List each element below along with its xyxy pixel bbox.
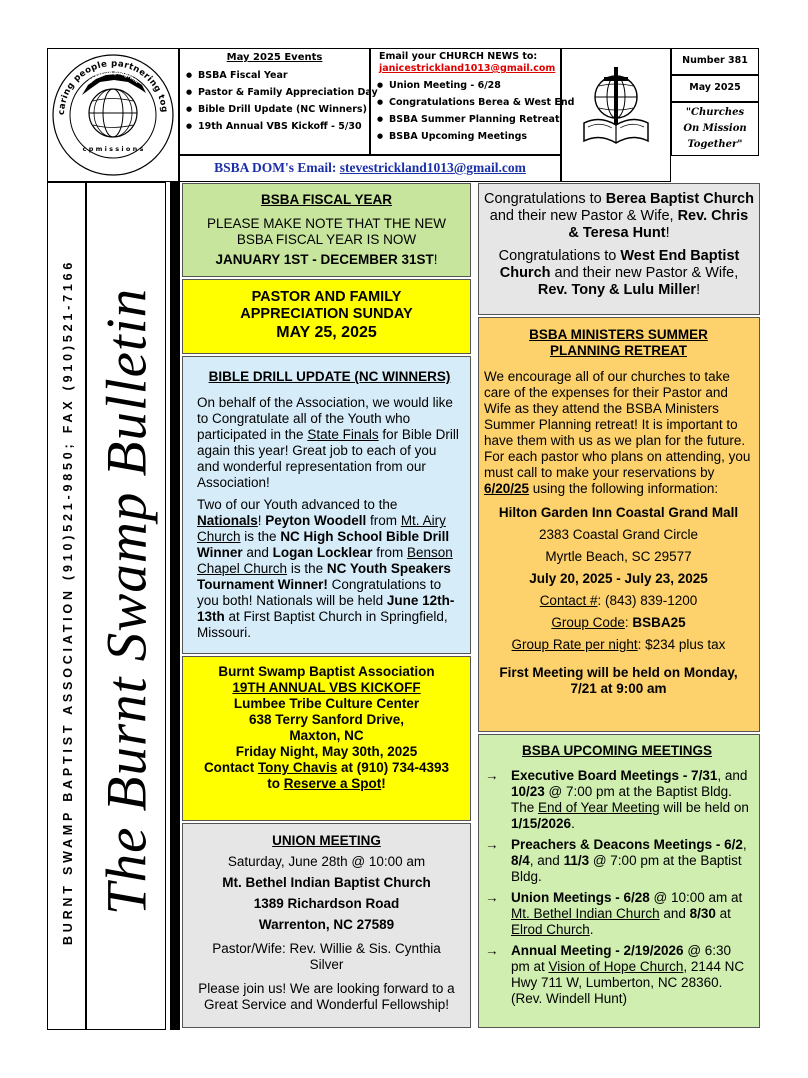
motto-box [671,102,759,156]
bible-drill-text: from [372,545,407,560]
arrow-right-icon: → [485,943,499,958]
pastor-date: MAY 25, 2025 [276,324,377,341]
meeting-text: , 2144 NC Hwy 711 W, Lumberton, NC 28360. (Rev. Windell Hunt) [511,959,745,1006]
meeting-name: Annual Meeting [511,943,612,958]
dom-email-box [179,155,561,182]
congrats-text: and their new Pastor & Wife, [489,208,678,224]
meeting-text: and [659,906,690,921]
news-heading: Email your CHURCH NEWS to: [379,51,538,62]
group-sep: : [624,615,633,630]
contact-value: : (843) 839-1200 [597,593,698,608]
logo-ring-text: caring people partnering tog [56,58,170,116]
bible-drill-text: ! [257,513,266,528]
meeting-text: , and [717,768,748,783]
issue-month-box [671,75,759,102]
meeting-text: @ 7:00 pm at the Baptist Bldg. The [511,784,732,815]
nationals-link[interactable]: Nationals [197,513,258,528]
pastor-appreciation-panel [182,279,471,354]
fiscal-dates: JANUARY 1ST - DECEMBER 31ST [215,252,434,267]
vbs-contact-text: at (910) 734-4393 to [267,760,450,791]
vbs-line: 638 Terry Sanford Drive, [248,712,405,727]
meeting-text: . [571,816,575,831]
logo-bottom-text: c p m i s s i o n s [82,145,144,153]
congrats-text: Congratulations to [498,248,621,264]
list-item [481,768,753,832]
congratulations-panel [478,183,760,315]
list-item [481,943,753,1007]
retreat-text: using the following information: [529,481,719,496]
svg-text:caring people partnering toget [48,49,169,115]
church-link[interactable]: Mt. Airy Church [197,513,446,544]
fiscal-bang: ! [433,252,438,267]
meeting-name: Executive Board Meetings [511,768,680,783]
vbs-line: Friday Night, May 30th, 2025 [235,744,418,759]
list-item: ● Congratulations Berea & West End [371,94,560,111]
events-title: May 2025 Events [226,52,323,63]
bible-drill-text: is the [287,561,327,576]
meeting-date: - 2/19/2026 [611,943,684,958]
bible-drill-text: for Bible Drill again this year! Great job to each of you and wonderful representation from our Association! [197,427,459,490]
award-text: NC High School Bible Drill Winner [197,529,450,560]
logo-box [47,48,179,182]
list-item: ● Union Meeting - 6/28 [371,77,560,94]
arrow-right-icon: → [485,768,499,783]
bulletin-title: The Burnt Swamp Bulletin [95,287,159,916]
church-link[interactable]: Elrod Church [511,922,590,937]
union-meeting-panel [182,823,471,1028]
list-item [481,837,753,885]
fiscal-text: PLEASE MAKE NOTE THAT THE NEW BSBA FISCAL YEAR IS NOW [206,216,447,247]
logo-inner-text: the cooperative program [75,69,140,102]
nationals-dates: June 12th-13th [197,593,455,624]
vbs-line: 19TH ANNUAL VBS KICKOFF [232,680,421,695]
meeting-name: Union Meetings [511,890,612,905]
list-item: ● BSBA Fiscal Year [180,67,369,84]
church-name: West End Baptist Church [499,248,740,281]
meeting-date: 8/30 [689,906,716,921]
association-contact: BURNT SWAMP BAPTIST ASSOCIATION (910)521-9850; FAX (910)521-7166 [61,258,75,946]
rate-label: Group Rate per night [511,637,638,652]
arrow-right-icon: → [485,890,499,905]
meeting-name: Preachers & Deacons Meetings [511,837,713,852]
vbs-line: Lumbee Tribe Culture Center [233,696,420,711]
list-item: ● BSBA Upcoming Meetings [371,128,560,145]
congrats-bang: ! [665,225,670,241]
contact-link[interactable]: Tony Chavis [257,760,338,775]
news-list [371,77,575,145]
arrow-right-icon: → [485,837,499,852]
dom-email-link[interactable]: stevestrickland1013@gmail.com [339,160,526,175]
church-link[interactable]: Benson Chapel Church [197,545,453,576]
congrats-text: and their new Pastor & Wife, [550,265,739,281]
union-city: Warrenton, NC 27589 [258,917,395,932]
first-meeting: First Meeting will be held on Monday, 7/21 at 9:00 am [499,665,738,696]
hotel-city: Myrtle Beach, SC 29577 [545,549,692,564]
rate-value: : $234 plus tax [637,637,726,652]
news-box [370,48,575,155]
list-item: ● BSBA Summer Planning Retreat [371,111,560,128]
motto-line: On Mission [683,123,747,134]
list-item: ● 19th Annual VBS Kickoff - 5/30 [180,118,369,135]
meeting-date: - 6/2 [712,837,743,852]
meeting-text: @ 6:30 pm at [511,943,732,974]
bible-drill-text: is the [240,529,281,544]
meeting-date: - 7/31 [679,768,718,783]
bible-drill-text: Two of our Youth advanced to the [197,497,398,512]
association-strip [47,182,86,1030]
list-item [481,890,753,938]
pastor-names: Rev. Chris & Teresa Hunt [568,208,749,241]
pastor-line2: APPRECIATION SUNDAY [240,306,413,322]
issue-number-box [671,48,759,75]
meeting-date: 1/15/2026 [511,816,572,831]
motto-line: "Churches [685,107,745,118]
union-church: Mt. Bethel Indian Baptist Church [222,875,431,890]
award-text: NC Youth Speakers Tournament Winner! [197,561,451,592]
bible-drill-text: Congratulations to you both! Nationals will be held [197,577,442,608]
news-email-link[interactable]: janicestrickland1013@gmail.com [379,63,556,74]
cooperative-program-logo [48,49,178,181]
summer-retreat-panel [478,317,760,732]
bible-drill-text: and [242,545,273,560]
list-item: ● Pastor & Family Appreciation Day [180,84,369,101]
winner-name: Peyton Woodell [265,513,367,528]
contact-label: Contact # [539,593,598,608]
union-invite: Please join us! We are looking forward to a Great Service and Wonderful Fellowship! [198,981,455,1012]
meeting-date: - 6/28 [611,890,650,905]
issue-month: May 2025 [689,82,741,93]
church-link[interactable]: Mt. Bethel Indian Church [511,906,660,921]
fiscal-year-panel [182,183,471,277]
meeting-text: @ 10:00 am at [649,890,743,905]
motto-line: Together" [687,139,743,150]
bible-drill-title: BIBLE DRILL UPDATE (NC WINNERS) [208,369,451,384]
end-of-year-link[interactable]: End of Year Meeting [538,800,660,815]
title-strip [86,182,166,1030]
retreat-title: BSBA MINISTERS SUMMER [529,327,708,342]
church-name: Berea Baptist Church [605,191,754,207]
retreat-deadline: 6/20/25 [484,481,530,496]
retreat-dates: July 20, 2025 - July 23, 2025 [529,571,708,586]
meeting-text: @ 7:00 pm at the Baptist Bldg. [511,853,742,884]
retreat-text: We encourage all of our churches to take care of the expenses for their Pastor and Wife as they attend the BSBA Ministers Summer Planning retreat! It is important to have them with us as we plan for the future. For each pastor who plans on attending, you must call to make your reservations by [484,369,751,480]
events-list [180,67,378,135]
bible-drill-text: at First Baptist Church in Springfield, Missouri. [197,609,448,640]
meeting-text: at [715,906,731,921]
hotel-street: 2383 Coastal Grand Circle [538,527,699,542]
vbs-kickoff-panel [182,656,471,821]
meeting-date: 11/3 [563,853,590,868]
bible-drill-text: from [366,513,401,528]
list-item: ● Bible Drill Update (NC Winners) [180,101,369,118]
vbs-bang: ! [381,776,386,791]
fiscal-title: BSBA FISCAL YEAR [260,192,393,207]
divider [170,182,180,1030]
hotel-name: Hilton Garden Inn Coastal Grand Mall [498,505,739,520]
church-emblem-box [561,48,671,182]
meeting-date: 8/4 [511,853,530,868]
pastor-line1: PASTOR AND FAMILY [251,289,402,305]
events-box [179,48,378,155]
group-code-value: BSBA25 [632,615,686,630]
meeting-text: , and [529,853,564,868]
retreat-title: PLANNING RETREAT [550,343,687,358]
pastor-names: Rev. Tony & Lulu Miller [537,282,697,298]
union-pastor: Pastor/Wife: Rev. Willie & Sis. Cynthia Silver [212,941,441,972]
vbs-line: Maxton, NC [289,728,364,743]
upcoming-meetings-panel [478,734,760,1028]
group-code-label: Group Code [551,615,625,630]
bible-drill-text: On behalf of the Association, we would like to Congratulate all of the Youth who participated in the [197,395,453,442]
dom-label: BSBA DOM's Email: [214,160,337,175]
church-link[interactable]: Vision of Hope Church [548,959,684,974]
meeting-text: , [742,837,747,852]
union-title: UNION MEETING [272,833,381,848]
vbs-contact-text: Contact [203,760,258,775]
union-street: 1389 Richardson Road [253,896,400,911]
meeting-text: will be held on [659,800,749,815]
meeting-text: . [589,922,594,937]
congrats-text: Congratulations to [484,191,606,207]
issue-number: Number 381 [682,55,748,66]
congrats-bang: ! [696,282,701,298]
winner-name: Logan Locklear [272,545,373,560]
meeting-date: 10/23 [511,784,545,799]
bible-drill-panel [182,356,471,654]
union-when: Saturday, June 28th @ 10:00 am [227,854,426,869]
state-finals-link[interactable]: State Finals [307,427,379,442]
vbs-line: Burnt Swamp Baptist Association [218,664,435,679]
globe-bible-icon [562,49,670,181]
upcoming-title: BSBA UPCOMING MEETINGS [521,743,712,758]
reserve-spot-link[interactable]: Reserve a Spot [283,776,382,791]
